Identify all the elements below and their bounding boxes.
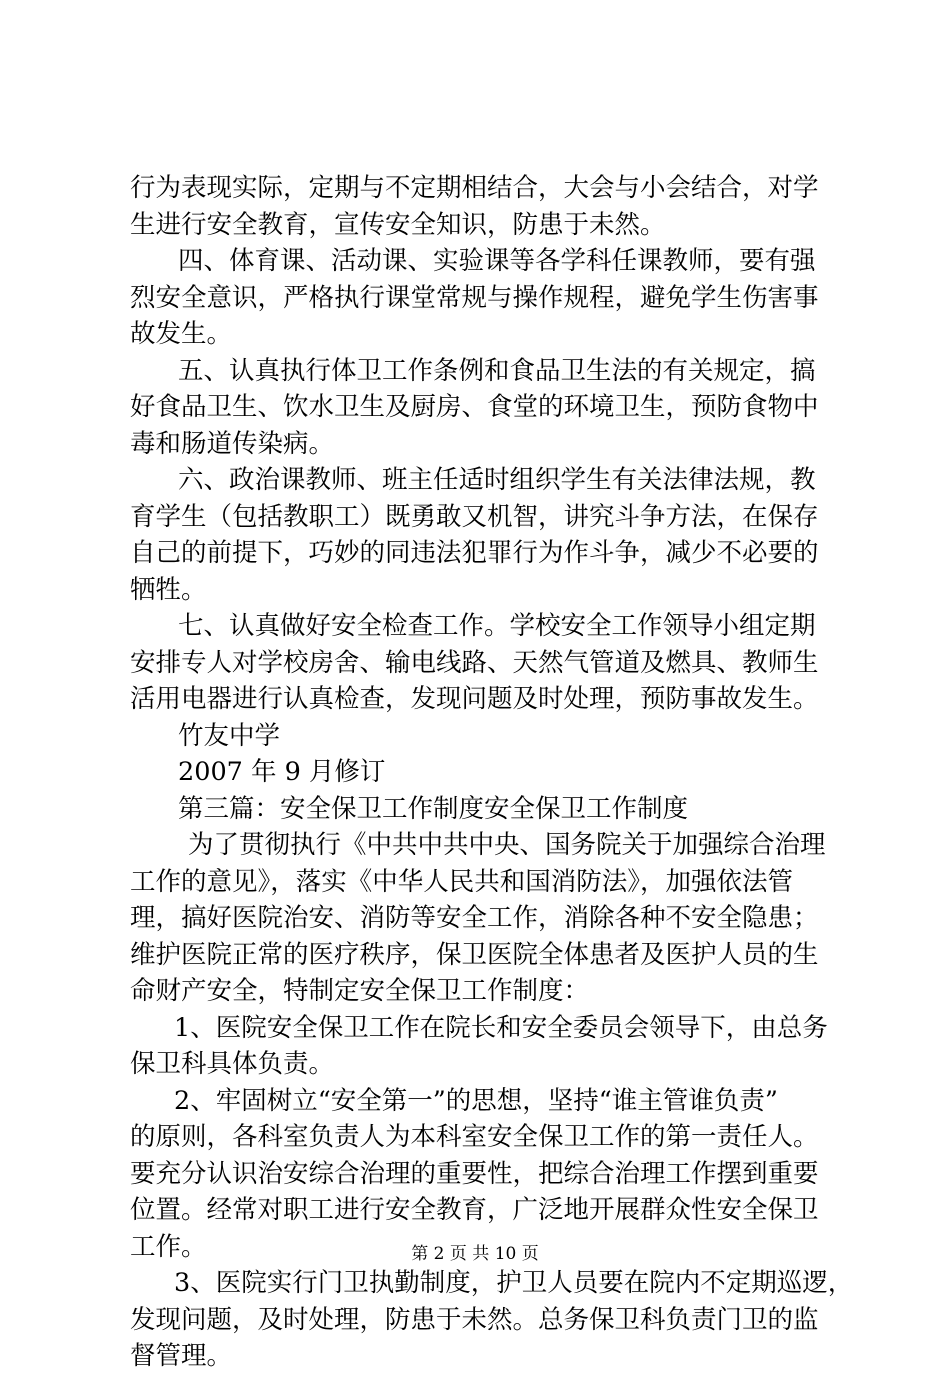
section-seven-heading-line: 七、认真做好安全检查工作。学校安全工作领导小组定期 [178, 611, 816, 641]
text-line: 毒和肠道传染病。 [130, 428, 335, 459]
text-line: 工作。 [130, 1231, 207, 1262]
text-line: 命财产安全，特制定安全保卫工作制度： [130, 976, 590, 1006]
section-five-heading-line: 五、认真执行体卫工作条例和食品卫生法的有关规定，搞 [178, 355, 816, 386]
text-line: 保卫科具体负责。 [130, 1049, 335, 1079]
section-four-heading-line: 四、体育课、活动课、实验课等各学科任课教师，要有强 [178, 246, 816, 276]
text-line: 维护医院正常的医疗秩序，保卫医院全体患者及医护人员的生 [130, 939, 819, 970]
rule-one-line: 1、医院安全保卫工作在院长和安全委员会领导下，由总务 [174, 1012, 828, 1043]
text-line: 生进行安全教育，宣传安全知识，防患于未然。 [130, 209, 666, 240]
text-line: 育学生（包括教职工）既勇敢又机智，讲究斗争方法，在保存 [130, 501, 819, 532]
section-six-heading-line: 六、政治课教师、班主任适时组织学生有关法律法规，教 [178, 465, 816, 495]
revision-date: 2007 年 9 月修订 [178, 757, 386, 787]
text-line: 理，搞好医院治安、消防等安全工作，消除各种不安全隐患； [130, 903, 819, 933]
text-line: 自己的前提下，巧妙的同违法犯罪行为作斗争，减少不必要的 [130, 538, 819, 568]
text-line: 牺牲。 [130, 574, 207, 605]
intro-paragraph-line: 为了贯彻执行《中共中共中央、国务院关于加强综合治理 [188, 830, 826, 860]
text-line: 烈安全意识，严格执行课堂常规与操作规程，避免学生伤害事 [130, 282, 819, 313]
chapter-three-title: 第三篇：安全保卫工作制度安全保卫工作制度 [178, 793, 689, 824]
text-line: 故发生。 [130, 319, 233, 349]
school-signature: 竹友中学 [178, 720, 281, 751]
text-line: 工作的意见》，落实《中华人民共和国消防法》，加强依法管 [130, 866, 794, 897]
text-line: 的原则，各科室负责人为本科室安全保卫工作的第一责任人。 [130, 1122, 819, 1152]
text-line: 安排专人对学校房舍、输电线路、天然气管道及燃具、教师生 [130, 647, 819, 678]
document-body [130, 170, 854, 1375]
page-footer: 第 2 页 共 10 页 [411, 1244, 539, 1264]
text-line: 行为表现实际，定期与不定期相结合，大会与小会结合，对学 [130, 173, 819, 203]
text-line: 督管理。 [130, 1341, 233, 1371]
rule-two-line: 2、牢固树立“安全第一”的思想，坚持“谁主管谁负责” [174, 1085, 778, 1116]
rule-three-line: 3、医院实行门卫执勤制度，护卫人员要在院内不定期巡逻， [174, 1268, 854, 1298]
text-line: 活用电器进行认真检查，发现问题及时处理，预防事故发生。 [130, 684, 819, 714]
text-line: 发现问题，及时处理，防患于未然。总务保卫科负责门卫的监 [130, 1304, 819, 1335]
text-line: 要充分认识治安综合治理的重要性，把综合治理工作摆到重要 [130, 1158, 819, 1189]
text-line: 好食品卫生、饮水卫生及厨房、食堂的环境卫生，预防食物中 [130, 392, 819, 422]
text-line: 位置。经常对职工进行安全教育，广泛地开展群众性安全保卫 [130, 1195, 819, 1225]
